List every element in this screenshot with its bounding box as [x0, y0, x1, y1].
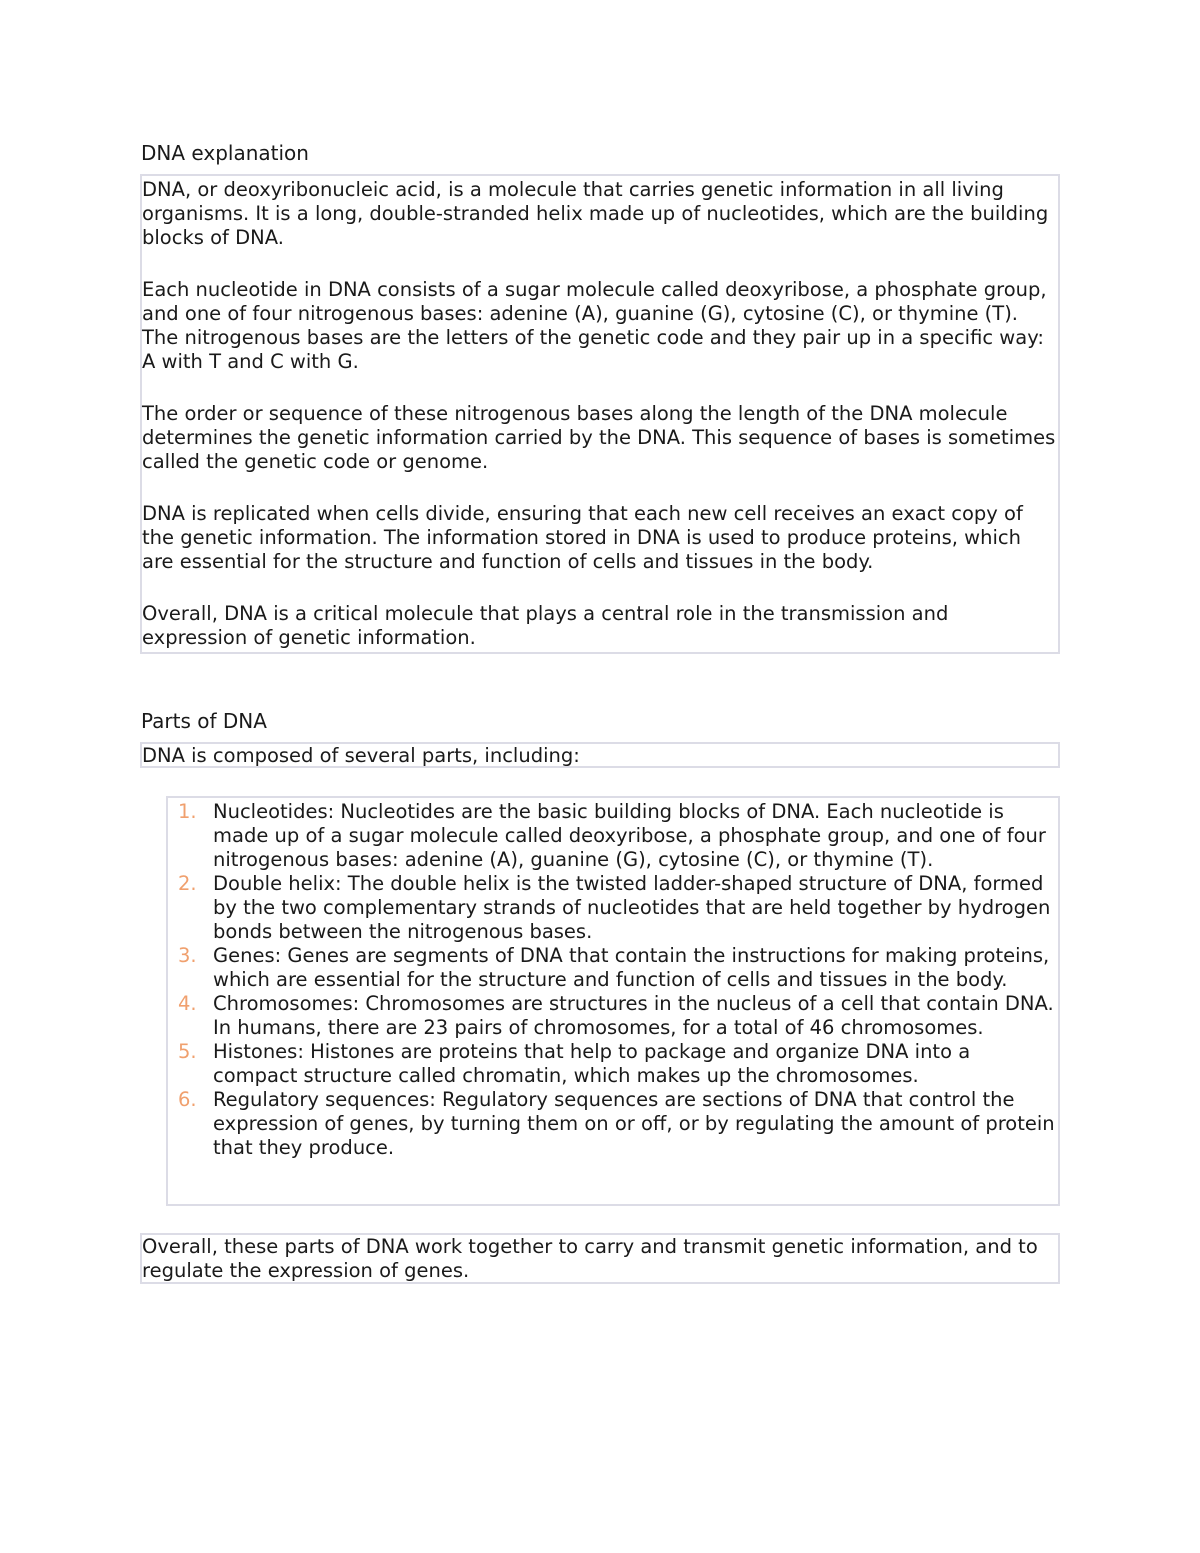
list-number: 4. [178, 992, 197, 1015]
list-item-text: Nucleotides: Nucleotides are the basic building blocks of DNA. Each nucleotide is made up of a sugar molecule called deoxyribose, a phosphate group, and one of four nitrogenous bases: adenine (A), guanine (G), cytosine (C), or thymine (T). [213, 800, 1046, 871]
parts-list-box[interactable] [166, 796, 1060, 1206]
section-heading-parts-of-dna: Parts of DNA [141, 709, 267, 733]
paragraph: DNA is composed of several parts, including: [142, 744, 580, 767]
list-number: 3. [178, 944, 197, 967]
list-item-text: Chromosomes: Chromosomes are structures in the nucleus of a cell that contain DNA. In humans, there are 23 pairs of chromosomes, for a total of 46 chromosomes. [213, 992, 1054, 1039]
dna-explanation-text-box[interactable] [140, 174, 1060, 654]
list-item [168, 944, 1058, 992]
list-item-text: Genes: Genes are segments of DNA that contain the instructions for making proteins, which are essential for the structure and function of cells and tissues in the body. [213, 944, 1050, 991]
paragraph: The order or sequence of these nitrogenous bases along the length of the DNA molecule determines the genetic information carried by the DNA. This sequence of bases is sometimes called the genetic code or genome. [142, 402, 1056, 473]
paragraph: DNA is replicated when cells divide, ensuring that each new cell receives an exact copy of the genetic information. The information stored in DNA is used to produce proteins, which are essential for the structure and function of cells and tissues in the body. [142, 502, 1023, 573]
paragraph: Each nucleotide in DNA consists of a sugar molecule called deoxyribose, a phosphate group, and one of four nitrogenous bases: adenine (A), guanine (G), cytosine (C), or thymine (T). The nitrogenous bases are the letters of the genetic code and they pair up in a specific way: A with T and C with G. [142, 278, 1047, 373]
paragraph: Overall, DNA is a critical molecule that plays a central role in the transmission and expression of genetic information. [142, 602, 949, 649]
parts-conclusion-text-box[interactable] [140, 1233, 1060, 1284]
paragraph: DNA, or deoxyribonucleic acid, is a molecule that carries genetic information in all living organisms. It is a long, double-stranded helix made up of nucleotides, which are the building blocks of DNA. [142, 178, 1049, 249]
list-item [168, 800, 1058, 872]
list-number: 6. [178, 1088, 197, 1111]
list-item [168, 872, 1058, 944]
list-item-text: Histones: Histones are proteins that help to package and organize DNA into a compact structure called chromatin, which makes up the chromosomes. [213, 1040, 971, 1087]
list-item [168, 1040, 1058, 1088]
paragraph: Overall, these parts of DNA work together to carry and transmit genetic information, and to regulate the expression of genes. [142, 1235, 1038, 1282]
list-item-text: Double helix: The double helix is the twisted ladder-shaped structure of DNA, formed by the two complementary strands of nucleotides that are held together by hydrogen bonds between the nitrogenous bases. [213, 872, 1051, 943]
parts-intro-text-box[interactable] [140, 742, 1060, 768]
section-heading-dna-explanation: DNA explanation [141, 141, 309, 165]
list-number: 2. [178, 872, 197, 895]
parts-list [168, 800, 1058, 1160]
list-item-text: Regulatory sequences: Regulatory sequences are sections of DNA that control the expression of genes, by turning them on or off, or by regulating the amount of protein that they produce. [213, 1088, 1055, 1159]
list-number: 1. [178, 800, 197, 823]
list-item [168, 1088, 1058, 1160]
list-item [168, 992, 1058, 1040]
list-number: 5. [178, 1040, 197, 1063]
